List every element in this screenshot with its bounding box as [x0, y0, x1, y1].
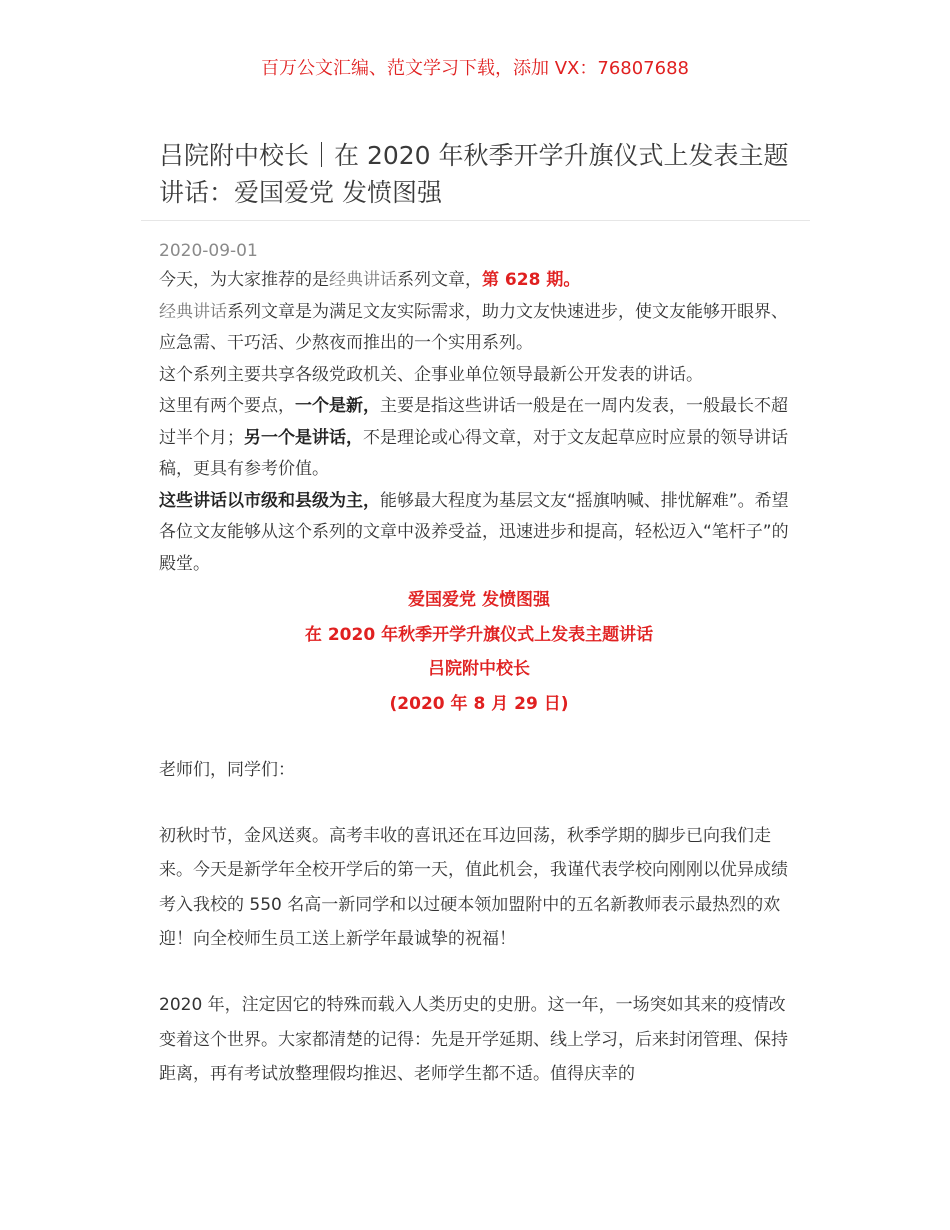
speech-paragraph-1: 初秋时节，金风送爽。高考丰收的喜讯还在耳边回荡，秋季学期的脚步已向我们走来。今天是新学年全校开学后的第一天，值此机会，我谨代表学校向刚刚以优异成绩考入我校的 550 名高一新同学和以过硬本领加盟附中的五名新教师表示最热烈的欢迎！向全校师生员工送上新学年最诚挚的祝福！ [159, 825, 788, 949]
speech-theme: 爱国爱党 发愤图强 [408, 590, 550, 610]
intro-text: 系列文章是为满足文友实际需求，助力文友快速进步，使文友能够开眼界、应急需、干巧活、少熬夜而推出的一个实用系列。 [159, 301, 788, 353]
intro-paragraph-1 [159, 265, 799, 297]
series-name-link[interactable]: 经典讲话 [159, 301, 227, 322]
spacer [159, 787, 799, 819]
highlight-text: 另一个是讲话， [244, 427, 363, 448]
intro-paragraph-3: 这个系列主要共享各级党政机关、企事业单位领导最新公开发表的讲话。 [159, 364, 703, 385]
intro-text: 能够最大程度为基层文友“摇旗呐喊、排忧解难”。希望各位文友能够从这个系列的文章中汲养受益，迅速进步和提高，轻松迈入“笔杆子”的殿堂。 [159, 490, 789, 574]
issue-number: 第 628 期。 [482, 270, 581, 290]
intro-text: 今天，为大家推荐的是 [159, 270, 329, 290]
speech-header [159, 583, 799, 721]
intro-paragraph-4 [159, 391, 799, 486]
intro-paragraph-5 [159, 486, 799, 581]
highlight-text: 这些讲话以市级和县级为主， [159, 490, 380, 511]
intro-text: 这里有两个要点， [159, 396, 295, 416]
series-name-link[interactable]: 经典讲话 [329, 270, 397, 290]
spacer [159, 957, 799, 989]
article-body [159, 265, 799, 1092]
speech-date: (2020 年 8 月 29 日) [389, 693, 569, 714]
intro-text: 系列文章， [397, 270, 482, 290]
publish-date: 2020-09-01 [159, 241, 258, 261]
article-title: 吕院附中校长｜在 2020 年秋季开学升旗仪式上发表主题讲话：爱国爱党 发愤图强 [159, 141, 789, 207]
intro-text: 不是理论或心得文章，对于文友起草应时应景的领导讲话稿，更具有参考价值。 [159, 427, 788, 479]
top-banner: 百万公文汇编、范文学习下载，添加 VX：76807688 [261, 58, 689, 79]
speech-speaker: 吕院附中校长 [428, 659, 530, 679]
spacer [159, 721, 799, 753]
intro-text: 主要是指这些讲话一般是在一周内发表，一般最长不超过半个月； [159, 396, 788, 448]
speech-body [159, 721, 799, 1092]
highlight-text: 一个是新， [295, 396, 380, 416]
title-divider [141, 220, 810, 221]
intro-paragraph-2 [159, 297, 799, 360]
speech-occasion: 在 2020 年秋季开学升旗仪式上发表主题讲话 [304, 624, 654, 645]
speech-paragraph-2: 2020 年，注定因它的特殊而载入人类历史的史册。这一年，一场突如其来的疫情改变着这个世界。大家都清楚的记得：先是开学延期、线上学习，后来封闭管理、保持距离，再有考试放整理假均推迟、老师学生都不适。值得庆幸的 [159, 995, 788, 1084]
speech-greeting: 老师们，同学们： [159, 759, 295, 780]
